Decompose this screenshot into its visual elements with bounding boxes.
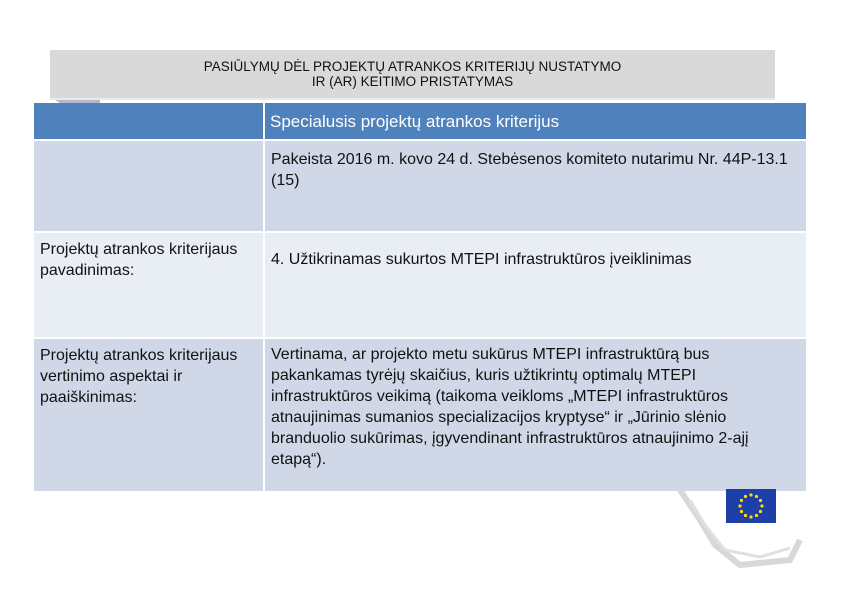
slide-title-line1: PASIŪLYMŲ DĖL PROJEKTŲ ATRANKOS KRITERIJŲ NUSTATYMO bbox=[203, 59, 622, 74]
eu-flag-icon bbox=[726, 489, 776, 523]
row3-value-cell: Vertinama, ar projekto metu sukūrus MTEPI infrastruktūrą bus pakankamas tyrėjų skaičius, kuris užtikrintų optimalų MTEPI infrastruktūros veikimą (taikoma veikloms „MTEPI infrastruktūros atnaujinimas sumanios specializacijos kryptyse“ ir „Jūrinio slėnio branduolio sukūrimas, įgyvendinant infrastruktūros atnaujinimo 2-ajį etapą“). bbox=[265, 339, 806, 491]
slide-title bbox=[50, 50, 775, 100]
row3-label-cell: Projektų atrankos kriterijaus vertinimo aspektai ir paaiškinimas: bbox=[34, 339, 263, 491]
row2-label-cell: Projektų atrankos kriterijaus pavadinimas: bbox=[34, 233, 263, 337]
row1-right-cell: Pakeista 2016 m. kovo 24 d. Stebėsenos komiteto nutarimu Nr. 44P-13.1 (15) bbox=[265, 141, 806, 231]
header-cell-left bbox=[34, 103, 263, 139]
slide-title-line2: IR (AR) KEITIMO PRISTATYMAS bbox=[311, 74, 514, 89]
row2-value-cell: 4. Užtikrinamas sukurtos MTEPI infrastruktūros įveiklinimas bbox=[265, 233, 806, 337]
criteria-table bbox=[34, 103, 806, 491]
header-cell-right: Specialusis projektų atrankos kriterijus bbox=[265, 103, 806, 139]
row1-left-cell bbox=[34, 141, 263, 231]
